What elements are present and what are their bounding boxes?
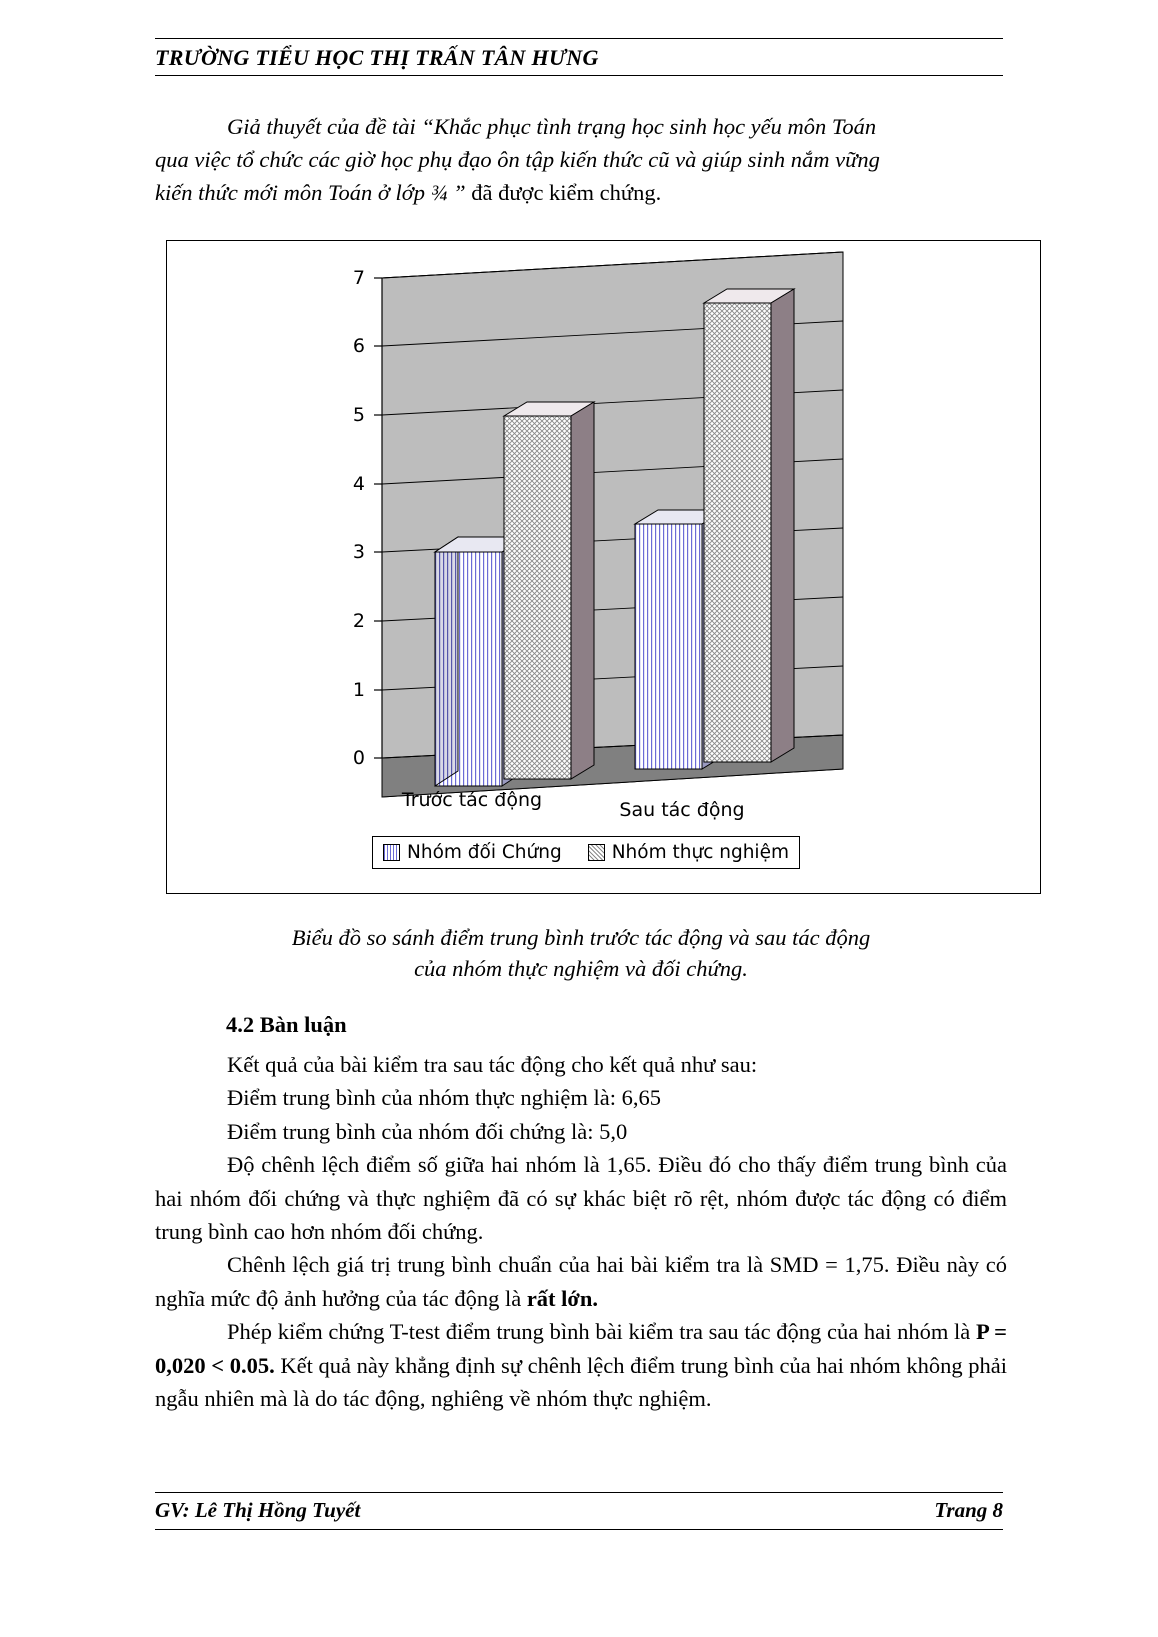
y-tick-0: 0: [352, 747, 365, 769]
caption-line-1: Biểu đồ so sánh điểm trung bình trước tác động và sau tác động: [291, 925, 871, 950]
bar-g1-experiment: [504, 402, 594, 779]
section-title: 4.2 Bàn luận: [226, 1012, 347, 1037]
body-paragraph-5-text: Chênh lệch giá trị trung bình chuẩn của hai bài kiểm tra là SMD = 1,75. Điều này có nghĩa mức độ ảnh hưởng của tác động là: [155, 1252, 1007, 1311]
body-paragraph-5: [155, 1248, 1007, 1315]
body-paragraph-6: [155, 1315, 1007, 1415]
y-tick-7: 7: [352, 267, 365, 289]
y-tick-1: 1: [352, 679, 365, 701]
bar-g2-experiment: [704, 289, 794, 762]
chart-container: [166, 240, 1041, 894]
page-footer: [155, 1492, 1003, 1530]
legend-label-control: Nhóm đối Chứng: [407, 842, 562, 863]
body-paragraph-3: Điểm trung bình của nhóm đối chứng là: 5,0: [227, 1118, 628, 1144]
body-paragraph-5-bold: rất lớn.: [526, 1285, 599, 1311]
body-paragraph-6-text-c: Kết quả này khẳng định sự chênh lệch điểm trung bình của hai nhóm không phải ngẫu nhiên mà là do tác động, nghiêng về nhóm thực nghiệm.: [155, 1352, 1008, 1412]
body-paragraph-4: Độ chênh lệch điểm số giữa hai nhóm là 1,65. Điều đó cho thấy điểm trung bình của hai nhóm đối chứng và thực nghiệm đã có sự khác biệt rõ rệt, nhóm được tác động có điểm trung bình cao hơn nhóm đối chứng.: [155, 1152, 1007, 1245]
legend-item-control: [383, 842, 562, 863]
chart-plot-area: [167, 241, 1040, 893]
footer-divider-bottom: [155, 1529, 1003, 1530]
intro-line-2: qua việc tổ chức các giờ học phụ đạo ôn tập kiến thức cũ và giúp sinh nắm vững: [155, 147, 880, 172]
intro-line-3b: đã được kiểm chứng.: [465, 180, 662, 205]
body-paragraph-2: Điểm trung bình của nhóm thực nghiệm là: 6,65: [227, 1085, 661, 1111]
section-body: [155, 1048, 1007, 1415]
y-tick-6: 6: [352, 335, 365, 357]
intro-line-3a: kiến thức mới môn Toán ở lớp ¾ ”: [155, 180, 466, 205]
figure-caption: [155, 922, 1007, 984]
y-tick-3: 3: [352, 541, 365, 563]
page-header: [155, 38, 1003, 76]
category-label-1: Trước tác động: [401, 789, 543, 811]
caption-line-2: của nhóm thực nghiệm và đối chứng.: [414, 956, 748, 981]
y-tick-5: 5: [352, 404, 365, 426]
footer-page-number: Trang 8: [934, 1498, 1003, 1522]
chart-legend: [372, 836, 800, 869]
footer-author: GV: Lê Thị Hồng Tuyết: [155, 1498, 361, 1522]
body-paragraph-6-bold: P = 0,020 < 0.05.: [155, 1319, 1007, 1378]
legend-label-experiment: Nhóm thực nghiệm: [611, 842, 789, 863]
bar-chart-svg: [167, 241, 1040, 893]
category-label-2: Sau tác động: [619, 799, 745, 821]
header-divider-bottom: [155, 75, 1003, 76]
y-tick-4: 4: [352, 473, 365, 495]
legend-swatch-control-icon: [383, 844, 400, 861]
intro-line-1: Giả thuyết của đề tài “Khắc phục tình trạng học sinh học yếu môn Toán: [227, 114, 877, 139]
legend-swatch-experiment-icon: [588, 844, 605, 861]
body-paragraph-6-text-a: Phép kiểm chứng T-test điểm trung bình bài kiểm tra sau tác động của hai nhóm là: [227, 1319, 976, 1345]
intro-paragraph: [155, 110, 1007, 209]
y-tick-2: 2: [352, 610, 365, 632]
header-title: TRƯỜNG TIỂU HỌC THỊ TRẤN TÂN HƯNG: [155, 45, 599, 70]
body-paragraph-1: Kết quả của bài kiểm tra sau tác động cho kết quả như sau:: [227, 1052, 758, 1077]
legend-item-experiment: [588, 842, 789, 863]
